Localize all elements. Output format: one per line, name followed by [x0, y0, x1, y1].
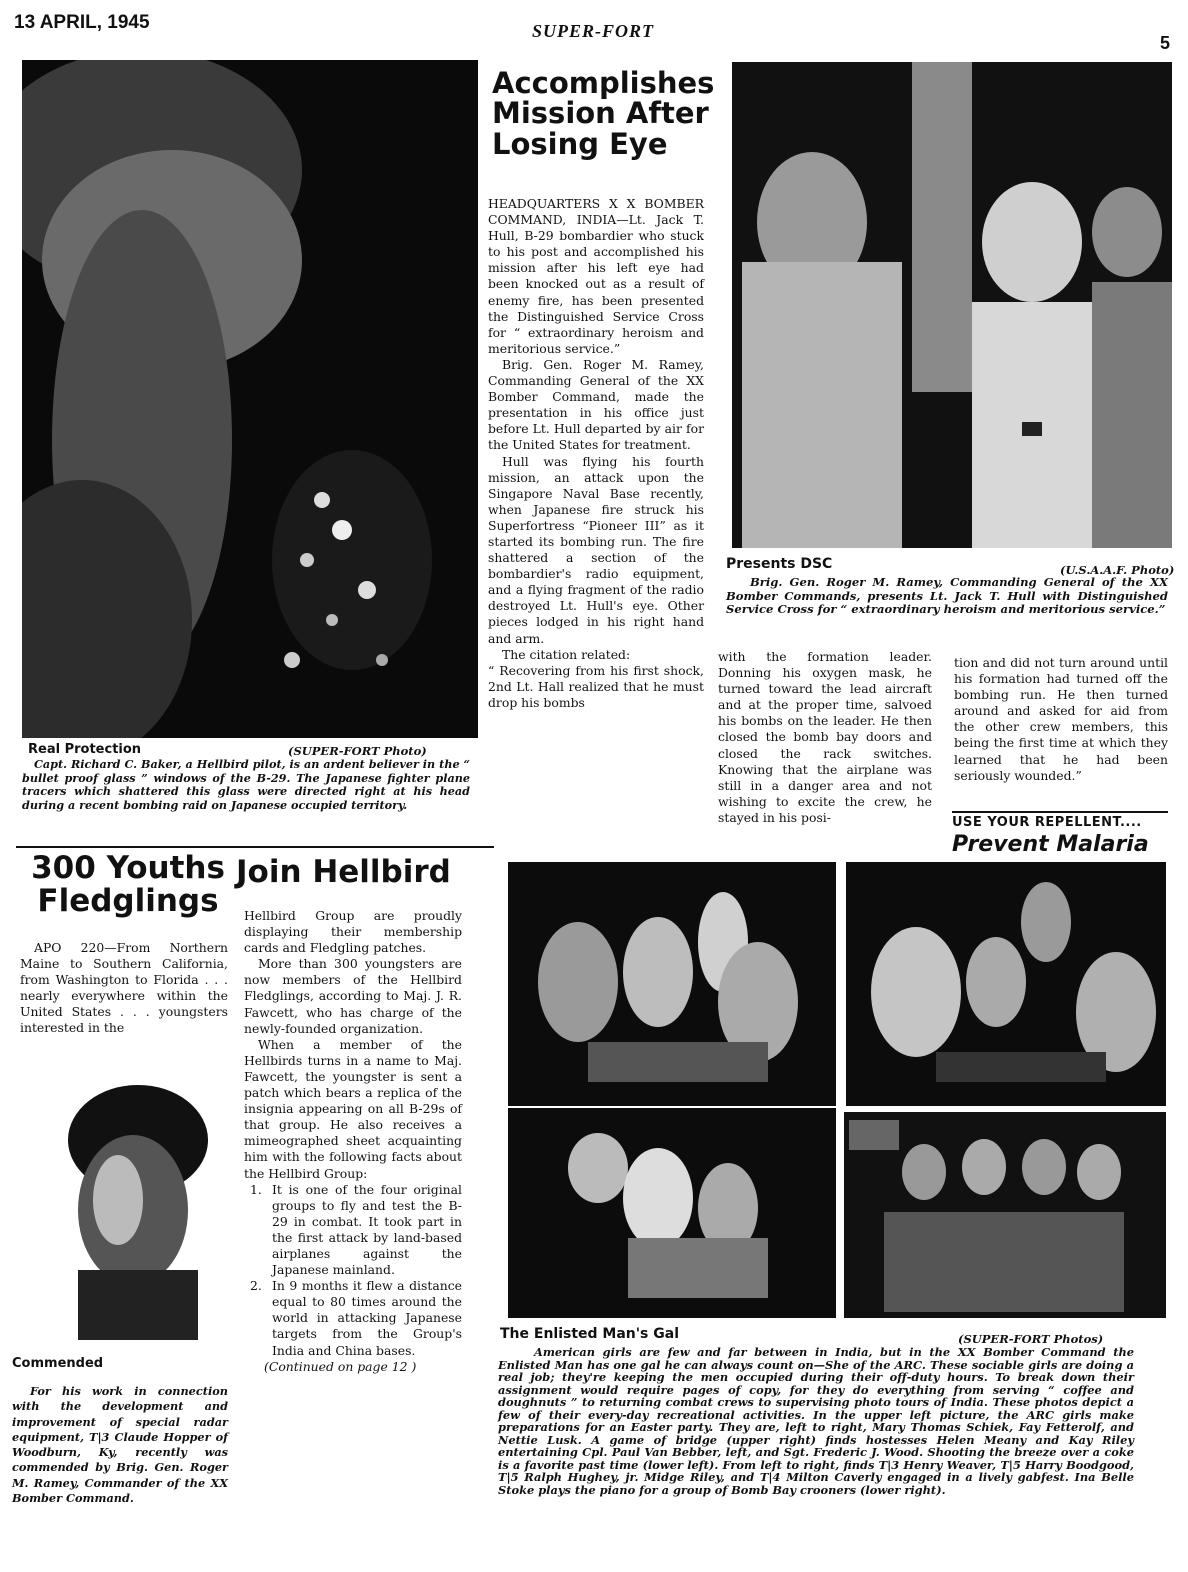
article-paragraph: When a member of the Hellbirds turns in a name to Maj. Fawcett, the youngster is sent a patch which bears a replica of the insignia appearing on all B-29s of that group. He also receives a mimeographed sheet acquainting him with the following facts about the Hellbird Group:: [244, 1036, 462, 1181]
enlisted-gal-credit: (SUPER-FORT Photos): [958, 1332, 1104, 1346]
piano-crooners-photo: [844, 1112, 1166, 1318]
presents-dsc-credit: (U.S.A.A.F. Photo): [1060, 563, 1175, 577]
accomplishes-mission-headline: [492, 68, 722, 159]
issue-date: 13 APRIL, 1945: [14, 12, 150, 33]
article-paragraph: Brig. Gen. Roger M. Ramey, Commanding General of the XX Bomber Command, made the presentation in his office just before Lt. Hull departed by air for the United States for treatment.: [488, 356, 704, 453]
article-paragraph: with the formation leader. Donning his oxygen mask, he turned toward the lead aircraft and at the proper time, salvoed his bombs on the leader. He then closed the bomb bay doors and closed the rack switches. Knowing that the airplane was still in a danger area and not wishing to excite the crew, he stayed in his posi-: [718, 649, 932, 825]
real-protection-credit: (SUPER-FORT Photo): [288, 744, 427, 758]
headline-line: Fledglings: [37, 882, 219, 919]
commended-photo: [18, 1070, 228, 1340]
continued-notice: (Continued on page 12 ): [264, 1358, 417, 1374]
page-number: 5: [1160, 33, 1171, 53]
repellent-notice: USE YOUR REPELLENT....: [952, 815, 1142, 830]
youths-article-column-1: [20, 940, 228, 1037]
article-paragraph: Hull was flying his fourth mission, an attack upon the Singapore Naval Base recently, when Japanese fire struck his Superfortress “Pioneer III” as it started its bombing run. The fire shattered a section of the bombardier's radio equipment, and a flying fragment of the radio destroyed Lt. Hull's eye. Other pieces lodged in his right hand and arm.: [488, 453, 704, 646]
hellbird-facts-list: [244, 1182, 462, 1359]
article-paragraph: The citation related:: [502, 646, 631, 662]
real-protection-caption: Capt. Richard C. Baker, a Hellbird pilot, is an ardent believer in the “ bullet proof glass ” windows of the B-29. The Japanese fighter plane tracers which shattered this glass were directed right at his head during a recent bombing raid on Japanese occupied territory.: [22, 757, 470, 812]
newspaper-name: SUPER-FORT: [532, 21, 655, 41]
headline-line: 300 Youths: [31, 850, 225, 886]
real-protection-title: Real Protection: [28, 742, 142, 757]
section-divider: [16, 846, 494, 848]
mission-article-column-1: [488, 196, 704, 711]
enlisted-gal-title: The Enlisted Man's Gal: [500, 1326, 680, 1342]
article-paragraph: Hellbird Group are proudly displaying their membership cards and Fledgling patches.: [244, 908, 462, 956]
article-paragraph: “ Recovering from his first shock, 2nd Lt. Hall realized that he must drop his bombs: [488, 662, 704, 710]
item-number: 1.: [250, 1181, 262, 1197]
presents-dsc-title: Presents DSC: [726, 556, 833, 572]
headline-line: Losing Eye: [492, 126, 668, 161]
real-protection-photo: [22, 60, 478, 738]
item-text: It is one of the four original groups to fly and test the B-29 in combat. It took part in the first attack by land-based airplanes against the Japanese mainland.: [272, 1181, 462, 1278]
malaria-rule-top: [952, 811, 1168, 813]
commended-title: Commended: [12, 1356, 104, 1371]
presents-dsc-photo: [732, 62, 1172, 548]
easter-party-photo: [508, 862, 836, 1106]
youths-headline-right: Join Hellbird: [236, 854, 451, 890]
article-paragraph: APO 220—From Northern Maine to Southern California, from Washington to Florida . . . nearly everywhere within the United States . . . youngsters interested in the: [20, 940, 228, 1036]
article-paragraph: More than 300 youngsters are now members of the Hellbird Fledglings, according to Maj. J. R. Fawcett, who has charge of the newly-founded organization.: [244, 956, 462, 1036]
youths-article-column-2: [244, 908, 462, 1375]
list-item: [244, 1278, 462, 1358]
mission-article-column-2: [718, 649, 932, 826]
item-number: 2.: [250, 1278, 262, 1294]
youths-headline-left: [28, 852, 228, 917]
headline-line: Mission After: [492, 96, 709, 131]
commended-caption: For his work in connection with the development and improvement of special radar equipment, T|3 Claude Hopper of Woodburn, Ky, recently was commended by Brig. Gen. Roger M. Ramey, Commander of the XX Bomber Command.: [12, 1384, 228, 1506]
article-paragraph: HEADQUARTERS X X BOMBER COMMAND, INDIA—Lt. Jack T. Hull, B-29 bombardier who stuck to his post and accomplished his mission after his left eye had been knocked out as a result of enemy fire, has been presented the Distinguished Service Cross for “ extraordinary heroism and meritorious service.”: [488, 196, 704, 356]
coke-gabfest-photo: [508, 1108, 836, 1318]
article-paragraph: tion and did not turn around until his formation had turned off the bombing run. He then turned around and asked for aid from the other crew members, this being the first time at which they learned that he had been seriously wounded.”: [954, 655, 1168, 783]
list-item: [244, 1182, 462, 1279]
bridge-game-photo: [846, 862, 1166, 1106]
headline-line: Accomplishes: [492, 66, 715, 100]
presents-dsc-caption: Brig. Gen. Roger M. Ramey, Commanding General of the XX Bomber Commands, presents Lt. Jack T. Hull with Distinguished Service Cross for “ extraordinary heroism and meritorious service.”: [726, 575, 1168, 617]
item-text: In 9 months it flew a distance equal to 80 times around the world in attacking Japanese targets from the Group's India and China bases.: [272, 1278, 462, 1358]
mission-article-column-3: [954, 655, 1168, 784]
enlisted-gal-caption: American girls are few and far between in India, but in the XX Bomber Command the Enlisted Man has one gal he can always count on—She of the ARC. These sociable girls are doing a real job; they're keeping the men occupied during their off-duty hours. To break down their assignment would require pages of copy, for they do everything from serving “ coffee and doughnuts ” to returning combat crews to supervising photo tours of India. These photos depict a few of their every-day recreational activities. In the upper left picture, the ARC girls make preparations for an Easter party. They are, left to right, Mary Thomas Schiek, Fay Fetterolf, and Nettie Lusk. A game of bridge (upper right) finds hostesses Helen Meany and Kay Riley entertaining Cpl. Paul Van Bebber, left, and Sgt. Frederic J. Wood. Shooting the breeze over a coke is a favorite past time (lower left). From left to right, finds T|3 Henry Weaver, T|5 Harry Boodgood, T|5 Ralph Hughey, jr. Midge Riley, and T|4 Milton Caverly engaged in a lively gabfest. Ina Belle Stoke plays the piano for a group of Bomb Bay crooners (lower right).: [498, 1345, 1134, 1497]
prevent-malaria-notice: Prevent Malaria: [952, 832, 1149, 857]
